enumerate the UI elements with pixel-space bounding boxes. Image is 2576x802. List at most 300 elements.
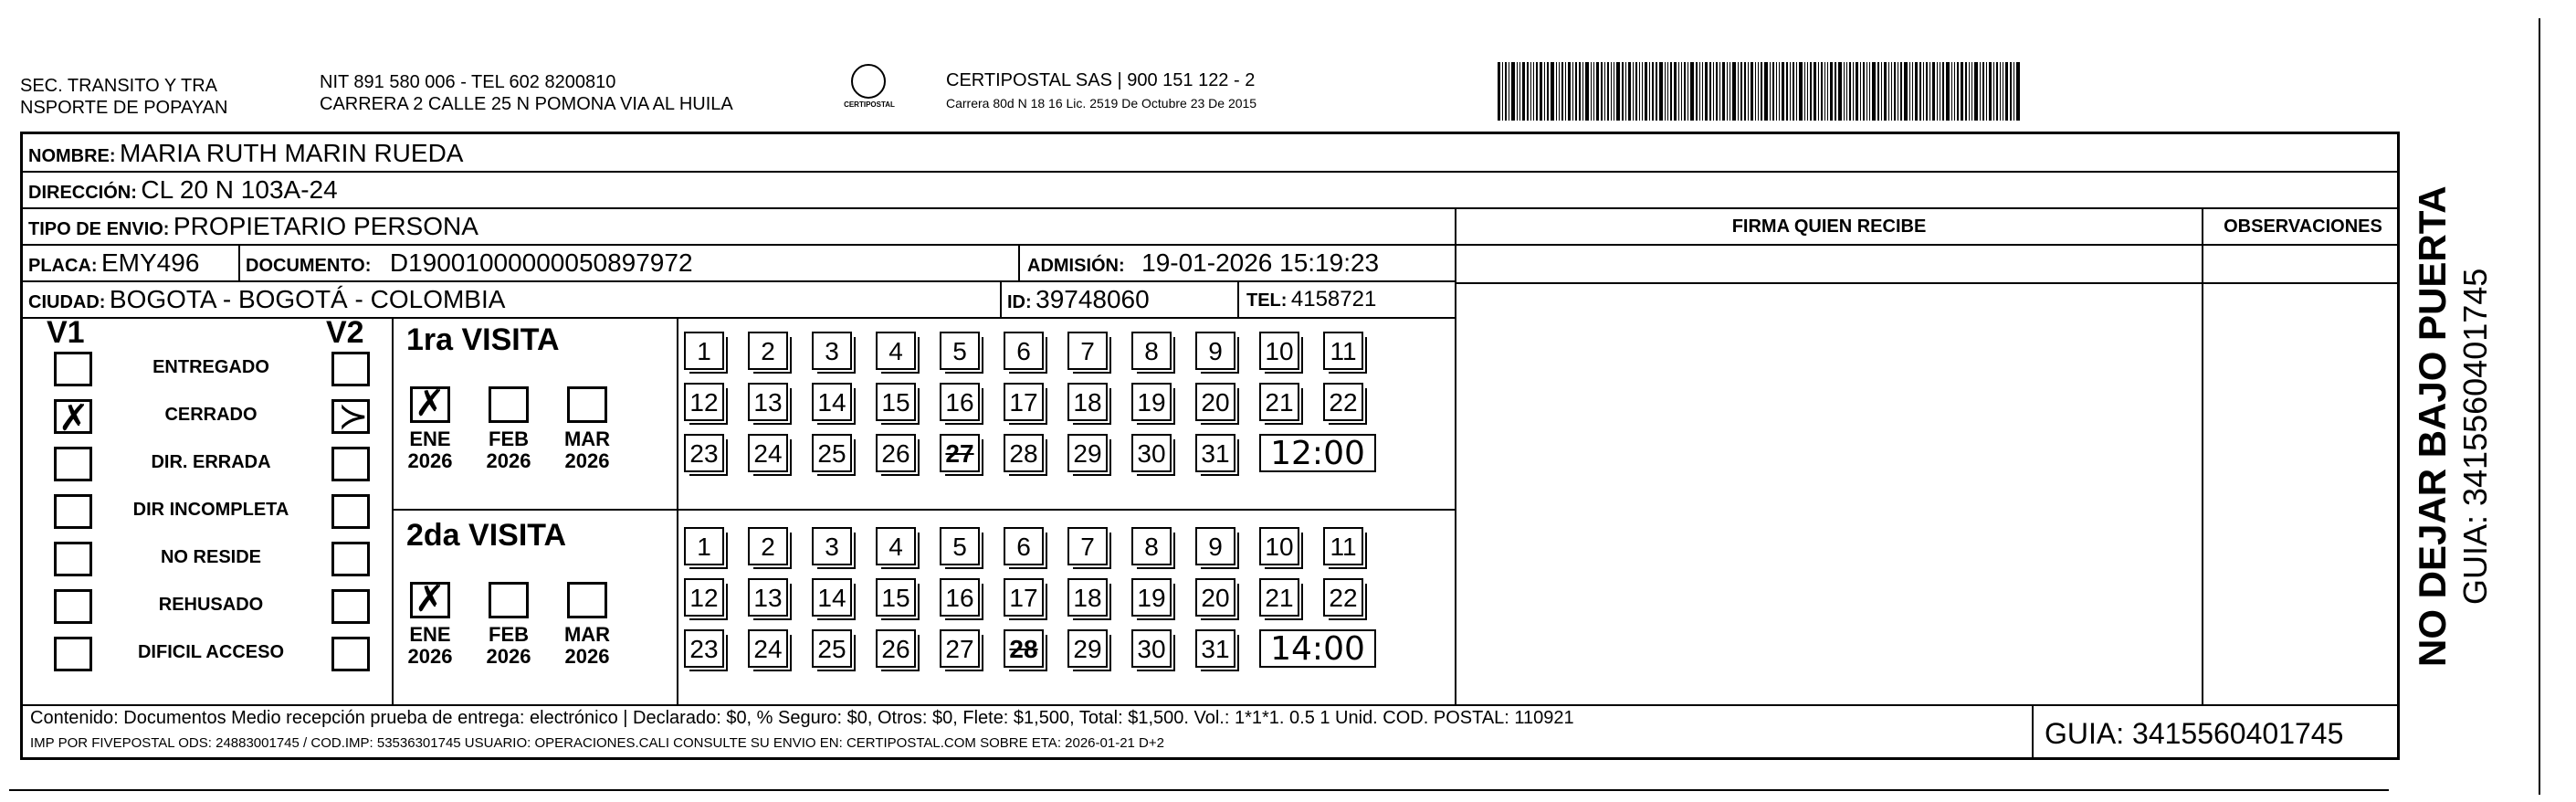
status-label: DIR. ERRADA	[151, 452, 271, 472]
barcode-bar	[1860, 62, 1861, 121]
month-year: 2026	[564, 449, 610, 472]
day-box[interactable]: 6	[1004, 527, 1044, 565]
status-label: ENTREGADO	[152, 357, 269, 377]
barcode-bar	[1866, 62, 1867, 121]
barcode-bar	[1821, 62, 1823, 121]
visit-title: 1ra VISITA	[406, 322, 560, 357]
barcode-bar	[1969, 62, 1970, 121]
barcode-bar	[1884, 62, 1887, 121]
observaciones-header-label: OBSERVACIONES	[2224, 216, 2382, 237]
day-box[interactable]: 18	[1067, 578, 1108, 617]
day-box[interactable]: 7	[1067, 332, 1108, 370]
tel-value: 4158721	[1290, 287, 1377, 311]
barcode-bar	[1810, 62, 1812, 121]
barcode-bar	[1559, 62, 1560, 121]
divider	[1018, 244, 1020, 282]
barcode-bar	[1923, 62, 1924, 121]
barcode-bar	[1790, 62, 1791, 121]
barcode-bar	[1751, 62, 1753, 121]
divider	[392, 317, 394, 704]
bottom-edge-line	[9, 789, 2389, 791]
barcode-bar	[1536, 62, 1538, 121]
barcode-bar	[1544, 62, 1545, 121]
month-name: MAR	[563, 427, 611, 450]
barcode-bar	[1579, 62, 1581, 121]
v2-checkbox[interactable]	[331, 396, 370, 438]
month-name: MAR	[563, 623, 611, 646]
barcode-bar	[1965, 62, 1967, 121]
v1-checkbox[interactable]	[54, 637, 92, 671]
barcode-bar	[1915, 62, 1918, 121]
day-box[interactable]: 22	[1323, 383, 1363, 421]
barcode-bar	[1926, 62, 1928, 121]
barcode-bar	[1585, 62, 1589, 121]
firma-header-label: FIRMA QUIEN RECIBE	[1731, 216, 1927, 237]
nit-line: NIT 891 580 006 - TEL 602 8200810	[320, 72, 616, 92]
barcode-bar	[1540, 62, 1542, 121]
barcode-bar	[1758, 62, 1759, 121]
day-box[interactable]: 4	[876, 527, 916, 565]
barcode-bar	[1517, 62, 1518, 121]
barcode-bar	[1551, 62, 1554, 121]
v2-checkbox[interactable]	[331, 494, 370, 529]
direccion-label: DIRECCIÓN:	[28, 183, 137, 203]
day-box[interactable]: 1	[684, 332, 724, 370]
day-box[interactable]: 28	[1004, 629, 1044, 668]
barcode-bar	[1699, 62, 1700, 121]
day-box[interactable]: 9	[1195, 527, 1235, 565]
barcode-bar	[1838, 62, 1842, 121]
tipo-envio-value: PROPIETARIO PERSONA	[173, 212, 478, 240]
barcode-bar	[1900, 62, 1902, 121]
month-year: 2026	[407, 449, 453, 472]
nombre-field	[28, 136, 463, 175]
barcode-bar	[1951, 62, 1952, 121]
barcode-bar	[1498, 62, 1500, 121]
day-box[interactable]: 31	[1195, 434, 1235, 472]
placa-label: PLACA:	[28, 256, 98, 276]
ciudad-label: CIUDAD:	[28, 292, 106, 312]
day-box[interactable]: 11	[1323, 527, 1363, 565]
status-label: REHUSADO	[158, 595, 264, 615]
barcode-bar	[1722, 62, 1725, 121]
placa-field	[28, 246, 199, 285]
nombre-value: MARIA RUTH MARIN RUEDA	[120, 139, 464, 167]
barcode-bar	[2000, 62, 2001, 121]
logo-text: CERTIPOSTAL	[844, 100, 895, 109]
tel-label: TEL:	[1246, 290, 1288, 311]
nombre-label: NOMBRE:	[28, 146, 116, 166]
authority-line-1: SEC. TRANSITO Y TRA	[20, 76, 217, 96]
day-box[interactable]: 27	[940, 629, 980, 668]
observaciones-header	[2203, 209, 2403, 246]
barcode-bar	[1894, 62, 1896, 121]
barcode-bar	[2005, 62, 2008, 121]
month-label	[560, 428, 615, 472]
month-name: ENE	[409, 623, 451, 646]
documento-field	[246, 246, 693, 285]
barcode-bar	[1681, 62, 1682, 121]
day-box[interactable]: 3	[812, 527, 852, 565]
divider	[392, 509, 1456, 511]
day-box[interactable]: 28	[1004, 434, 1044, 472]
status-label: DIFICIL ACCESO	[137, 642, 284, 662]
barcode-bar	[1649, 62, 1650, 121]
barcode-bar	[1957, 62, 1959, 121]
id-label: ID:	[1007, 292, 1032, 312]
signature-header-line	[1456, 282, 2397, 284]
barcode-bar	[1761, 62, 1762, 121]
barcode-bar	[1556, 62, 1557, 121]
day-box[interactable]: 6	[1004, 332, 1044, 370]
barcode-bar	[1799, 62, 1803, 121]
day-box[interactable]: 5	[940, 332, 980, 370]
barcode-bar	[1656, 62, 1657, 121]
barcode-bar	[1628, 62, 1631, 121]
barcode-bar	[1530, 62, 1531, 121]
month-checkbox[interactable]	[489, 386, 529, 423]
barcode-bar	[1702, 62, 1703, 121]
barcode-bar	[1519, 62, 1520, 121]
barcode-bar	[1652, 62, 1654, 121]
barcode-bar	[1824, 62, 1825, 121]
v1-checkbox[interactable]	[54, 589, 92, 624]
month-checkbox[interactable]	[489, 582, 529, 618]
v1-label: V1	[47, 315, 85, 350]
barcode-bar	[1572, 62, 1573, 121]
day-box[interactable]: 26	[876, 629, 916, 668]
day-box[interactable]: 29	[1067, 629, 1108, 668]
v1-checkbox[interactable]	[54, 542, 92, 576]
tipo-envio-field	[28, 209, 478, 248]
barcode-bar	[1565, 62, 1566, 121]
courier-info	[946, 69, 1256, 111]
barcode-bar	[1561, 62, 1563, 121]
barcode-bar	[2013, 62, 2014, 121]
ciudad-value: BOGOTA - BOGOTÁ - COLOMBIA	[109, 285, 506, 313]
barcode-bar	[1932, 62, 1935, 121]
day-box[interactable]: 2	[748, 332, 788, 370]
month-name: FEB	[489, 623, 529, 646]
right-edge-line	[2539, 18, 2540, 795]
barcode-bar	[1659, 62, 1663, 121]
day-box[interactable]: 24	[748, 629, 788, 668]
divider	[1455, 207, 1456, 704]
barcode-bar	[1807, 62, 1808, 121]
barcode-bar	[1755, 62, 1756, 121]
day-box[interactable]: 12	[684, 383, 724, 421]
barcode-bar	[1744, 62, 1746, 121]
barcode-bar	[1582, 62, 1583, 121]
address-line: CARRERA 2 CALLE 25 N POMONA VIA AL HUILA	[320, 94, 733, 114]
barcode-bar	[1929, 62, 1930, 121]
barcode-bar	[1835, 62, 1836, 121]
v1-checkbox[interactable]	[54, 494, 92, 529]
authority-line-2: NSPORTE DE POPAYAN	[20, 98, 228, 118]
imp-text: IMP POR FIVEPOSTAL ODS: 24883001745 / COD.IMP: 53536301745 USUARIO: OPERACIONES.CALI CONSULTE SU ENVIO EN: CERTIPOSTAL.COM SOBRE ETA: 2026-01-21 D+2	[30, 735, 1164, 751]
month-label	[560, 624, 615, 668]
barcode-bar	[1690, 62, 1694, 121]
day-box[interactable]: 11	[1323, 332, 1363, 370]
v1-checkbox[interactable]	[54, 352, 92, 386]
barcode-bar	[1779, 62, 1780, 121]
month-year: 2026	[407, 645, 453, 668]
barcode-bar	[1764, 62, 1768, 121]
barcode-bar	[1642, 62, 1643, 121]
barcode-bar	[1863, 62, 1865, 121]
barcode-bar	[1748, 62, 1749, 121]
barcode-bar	[1986, 62, 1987, 121]
barcode-bar	[1738, 62, 1739, 121]
id-value: 39748060	[1036, 285, 1150, 313]
v2-checkbox[interactable]	[331, 447, 370, 481]
month-checkbox[interactable]	[567, 386, 607, 423]
tipo-envio-label: TIPO DE ENVIO:	[28, 219, 170, 239]
barcode-bar	[1591, 62, 1592, 121]
month-checkbox[interactable]	[410, 383, 450, 425]
direccion-value: CL 20 N 103A-24	[141, 175, 338, 204]
month-label	[403, 624, 457, 668]
barcode-bar	[1844, 62, 1845, 121]
barcode-bar	[1674, 62, 1677, 121]
day-box[interactable]: 26	[876, 434, 916, 472]
barcode-bar	[1937, 62, 1938, 121]
barcode-bar	[1869, 62, 1870, 121]
v2-checkbox[interactable]	[331, 352, 370, 386]
handwritten-x-icon: ✗	[415, 383, 446, 425]
day-box[interactable]: 24	[748, 434, 788, 472]
divider	[2202, 207, 2203, 704]
barcode-bar	[1505, 62, 1507, 121]
barcode-bar	[1713, 62, 1714, 121]
barcode-bar	[1814, 62, 1816, 121]
handwritten-x-icon: ✗	[415, 578, 446, 620]
delivery-form	[20, 132, 2400, 760]
barcode-bar	[1705, 62, 1708, 121]
footer-guia: GUIA: 3415560401745	[2045, 717, 2344, 750]
barcode-bar	[1993, 62, 1994, 121]
barcode-bar	[1996, 62, 1998, 121]
barcode-bar	[1684, 62, 1686, 121]
day-box[interactable]: 30	[1131, 434, 1172, 472]
day-box[interactable]: 20	[1195, 383, 1235, 421]
day-box[interactable]: 16	[940, 578, 980, 617]
barcode-bar	[1611, 62, 1612, 121]
barcode-bar	[1502, 62, 1503, 121]
barcode-bar	[1732, 62, 1736, 121]
barcode-bar	[1678, 62, 1679, 121]
barcode-bar	[1665, 62, 1666, 121]
barcode-bar	[1912, 62, 1913, 121]
day-box[interactable]: 25	[812, 629, 852, 668]
v2-checkbox[interactable]	[331, 542, 370, 576]
month-label	[403, 428, 457, 472]
id-field	[1007, 282, 1150, 322]
barcode-bar	[2010, 62, 2012, 121]
authority-contact	[320, 71, 733, 115]
day-box[interactable]: 9	[1195, 332, 1235, 370]
barcode-bar	[1593, 62, 1594, 121]
month-name: FEB	[489, 427, 529, 450]
barcode-bar	[1830, 62, 1833, 121]
barcode-bar	[1639, 62, 1640, 121]
day-box[interactable]: 19	[1131, 578, 1172, 617]
divider	[677, 317, 678, 704]
barcode-bar	[1782, 62, 1784, 121]
barcode-bar	[1601, 62, 1603, 121]
day-box[interactable]: 15	[876, 578, 916, 617]
v2-checkbox[interactable]	[331, 589, 370, 624]
barcode-bar	[1670, 62, 1672, 121]
barcode-bar	[1696, 62, 1698, 121]
day-box[interactable]: 8	[1131, 527, 1172, 565]
barcode-bar	[1522, 62, 1525, 121]
certipostal-logo	[833, 64, 906, 115]
barcode-bar	[1709, 62, 1711, 121]
documento-value: D19001000000050897972	[389, 248, 693, 277]
barcode-bar	[1645, 62, 1647, 121]
barcode-bar	[1974, 62, 1978, 121]
logo-circle-icon	[851, 64, 886, 99]
day-box[interactable]: 7	[1067, 527, 1108, 565]
barcode-bar	[1891, 62, 1892, 121]
barcode-bar	[1872, 62, 1876, 121]
v1-checkbox[interactable]	[54, 447, 92, 481]
v1-checkbox[interactable]	[54, 397, 92, 439]
day-box[interactable]: 1	[684, 527, 724, 565]
barcode-bar	[1533, 62, 1534, 121]
barcode-bar	[1804, 62, 1805, 121]
admision-value: 19-01-2026 15:19:23	[1141, 248, 1380, 277]
day-box[interactable]: 2	[748, 527, 788, 565]
firma-header	[1456, 209, 2202, 246]
day-box[interactable]: 25	[812, 434, 852, 472]
month-checkbox[interactable]	[410, 578, 450, 620]
barcode-bar	[1888, 62, 1889, 121]
barcode	[1498, 62, 2219, 121]
day-box[interactable]: 17	[1004, 383, 1044, 421]
barcode-bar	[1909, 62, 1910, 121]
divider	[238, 244, 240, 282]
day-box[interactable]: 27	[940, 434, 980, 472]
barcode-bar	[1818, 62, 1819, 121]
day-box[interactable]: 21	[1259, 578, 1299, 617]
barcode-bar	[1961, 62, 1963, 121]
day-box[interactable]: 23	[684, 434, 724, 472]
barcode-bar	[1607, 62, 1609, 121]
status-label: DIR INCOMPLETA	[132, 500, 289, 520]
month-checkbox[interactable]	[567, 582, 607, 618]
day-box[interactable]: 4	[876, 332, 916, 370]
month-label	[481, 428, 536, 472]
barcode-bar	[1827, 62, 1828, 121]
handwritten-x-icon: ✗	[58, 397, 89, 439]
month-year: 2026	[564, 645, 610, 668]
visit-time[interactable]: 14:00	[1259, 629, 1376, 668]
barcode-bar	[1727, 62, 1728, 121]
day-box[interactable]: 13	[748, 578, 788, 617]
license-line: Carrera 80d N 18 16 Lic. 2519 De Octubre 23 De 2015	[946, 96, 1257, 111]
barcode-bar	[1770, 62, 1771, 121]
divider	[1000, 280, 1002, 319]
direccion-field	[28, 173, 338, 212]
barcode-bar	[1904, 62, 1908, 121]
barcode-bar	[1853, 62, 1854, 121]
barcode-bar	[1716, 62, 1718, 121]
day-box[interactable]: 8	[1131, 332, 1172, 370]
contenido-text: Contenido: Documentos Medio recepción prueba de entrega: electrónico | Declarado: $0, % Seguro: $0, Otros: $0, Flete: $1,500, Total: $1,500. Vol.: 1*1*1. 0.5 1 Unid. COD. POSTAL: 110921	[30, 708, 1574, 728]
barcode-bar	[1633, 62, 1634, 121]
barcode-bar	[1946, 62, 1950, 121]
day-box[interactable]: 29	[1067, 434, 1108, 472]
v2-label: V2	[326, 315, 364, 350]
barcode-bar	[2016, 62, 2020, 121]
barcode-bar	[1625, 62, 1626, 121]
visit-time[interactable]: 12:00	[1259, 434, 1376, 472]
day-box[interactable]: 10	[1259, 332, 1299, 370]
month-year: 2026	[486, 449, 531, 472]
day-box[interactable]: 19	[1131, 383, 1172, 421]
barcode-bar	[1989, 62, 1992, 121]
day-box[interactable]: 22	[1323, 578, 1363, 617]
v2-checkbox[interactable]	[331, 637, 370, 671]
day-box[interactable]: 17	[1004, 578, 1044, 617]
day-box[interactable]: 31	[1195, 629, 1235, 668]
day-box[interactable]: 15	[876, 383, 916, 421]
day-box[interactable]: 5	[940, 527, 980, 565]
day-box[interactable]: 3	[812, 332, 852, 370]
day-box[interactable]: 18	[1067, 383, 1108, 421]
barcode-bar	[1980, 62, 1981, 121]
ciudad-field	[28, 282, 505, 322]
barcode-bar	[1527, 62, 1529, 121]
day-box[interactable]: 20	[1195, 578, 1235, 617]
day-box[interactable]: 13	[748, 383, 788, 421]
day-box[interactable]: 23	[684, 629, 724, 668]
barcode-bar	[1846, 62, 1847, 121]
barcode-bar	[1575, 62, 1577, 121]
day-box[interactable]: 16	[940, 383, 980, 421]
barcode-bar	[1772, 62, 1774, 121]
barcode-bar	[1511, 62, 1515, 121]
admision-field	[1027, 246, 1379, 285]
side-guia-text: GUIA: 3415560401745	[2456, 268, 2494, 605]
tel-field	[1246, 282, 1376, 320]
barcode-bar	[1635, 62, 1637, 121]
month-name: ENE	[409, 427, 451, 450]
barcode-bar	[1604, 62, 1605, 121]
placa-value: EMY496	[101, 248, 200, 277]
barcode-bar	[1796, 62, 1797, 121]
barcode-bar	[1786, 62, 1788, 121]
day-box[interactable]: 12	[684, 578, 724, 617]
barcode-bar	[1568, 62, 1571, 121]
day-box[interactable]: 10	[1259, 527, 1299, 565]
day-box[interactable]: 14	[812, 383, 852, 421]
barcode-bar	[1881, 62, 1882, 121]
barcode-bar	[1740, 62, 1742, 121]
month-label	[481, 624, 536, 668]
barcode-bar	[1877, 62, 1879, 121]
month-year: 2026	[486, 645, 531, 668]
barcode-bar	[1954, 62, 1955, 121]
day-box[interactable]: 14	[812, 578, 852, 617]
barcode-bar	[1971, 62, 1972, 121]
barcode-bar	[1919, 62, 1921, 121]
divider	[2032, 704, 2034, 759]
day-box[interactable]: 30	[1131, 629, 1172, 668]
day-box[interactable]: 21	[1259, 383, 1299, 421]
